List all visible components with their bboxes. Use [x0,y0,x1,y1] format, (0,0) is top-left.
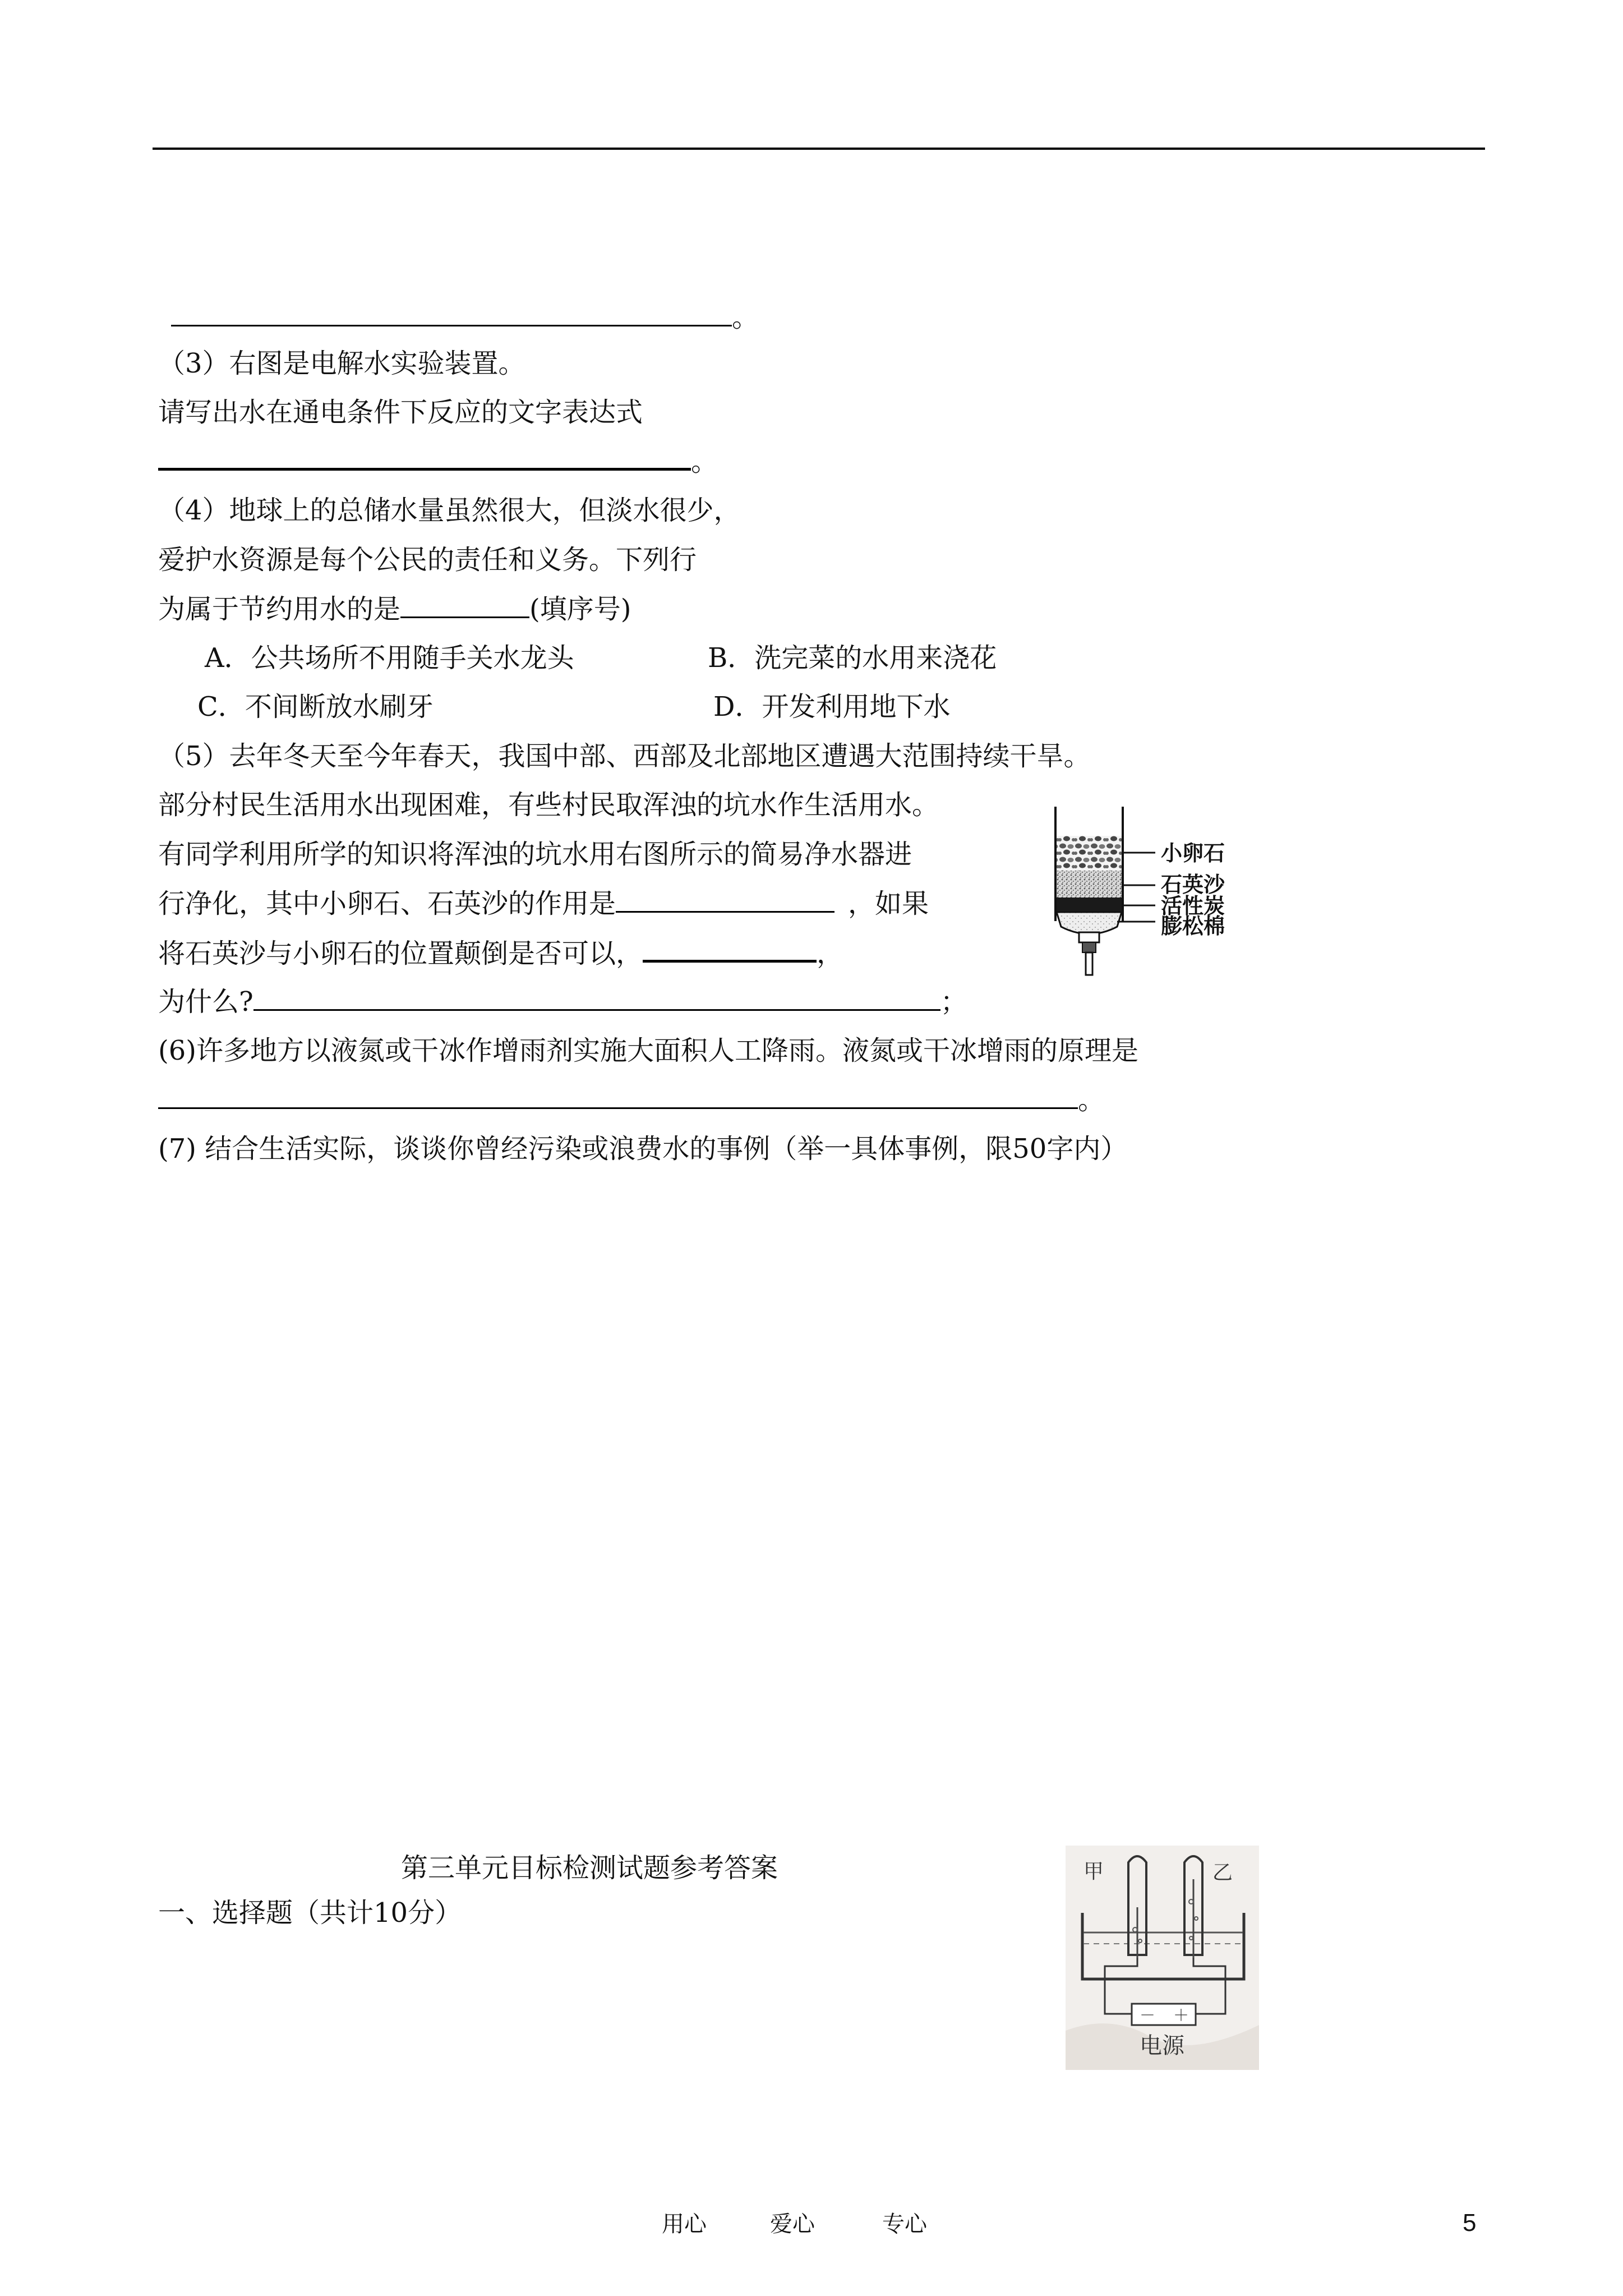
q5-line2: 部分村民生活用水出现困难，有些村民取浑浊的坑水作生活用水。 [158,789,939,821]
label-carbon: 活性炭 [1161,894,1225,918]
minus-sign: － [1140,2006,1156,2024]
label-power: 电源 [1140,2033,1184,2059]
plus-sign: ＋ [1173,2006,1189,2024]
footer-motto-2: 爱心 [770,2212,815,2237]
q4-line1: （4）地球上的总储水量虽然很大，但淡水很少， [158,495,741,526]
q5-line6: 为什么? ； [158,984,967,1019]
label-jia: 甲 [1083,1860,1104,1883]
q6-answer-line: 。 [158,1083,1105,1117]
answer-blank[interactable] [643,935,817,963]
answers-section1: 一、选择题（共计10分） [158,1897,462,1929]
sand-layer [1057,871,1122,898]
answer-blank[interactable] [158,443,691,471]
pebble-layer [1057,836,1122,871]
q4-line3: 为属于节约用水的是 (填序号) [158,592,631,626]
q3-title: （3）右图是电解水实验装置。 [158,348,525,379]
q3-answer-line: 。 [158,443,718,478]
answer-blank[interactable] [253,984,940,1011]
footer-motto-1: 用心 [662,2212,707,2237]
footer-motto-3: 专心 [882,2212,927,2237]
label-pebble: 小卵石 [1161,841,1225,866]
answers-title: 第三单元目标检测试题参考答案 [401,1852,778,1884]
q4-option-b: B．洗完菜的水用来浇花 [708,642,997,674]
page-number: 5 [1463,2209,1477,2237]
q2-answer-line: 。 [171,300,759,334]
q4-option-c: C．不间断放水刷牙 [197,691,434,723]
water-filter-diagram [1043,802,1279,993]
q5-line4: 行净化，其中小卵石、石英沙的作用是 ，如果 [158,886,929,921]
q7-line1: (7) 结合生活实际，谈谈你曾经污染或浪费水的事例（举一具体事例，限50字内） [158,1133,1128,1165]
answer-blank[interactable] [400,592,529,618]
q6-line1: (6)许多地方以液氮或干冰作增雨剂实施大面积人工降雨。液氮或干冰增雨的原理是 [158,1035,1138,1066]
label-sand: 石英沙 [1161,872,1225,897]
answer-blank[interactable] [171,300,732,326]
cotton-layer [1057,912,1122,934]
carbon-layer [1057,898,1122,912]
q4-option-a: A．公共场所不用随手关水龙头 [205,642,574,674]
label-cotton: 膨松棉 [1161,914,1225,938]
q5-line3: 有同学利用所学的知识将浑浊的坑水用右图所示的简易净水器进 [158,839,912,870]
electrolysis-apparatus-diagram [1066,1846,1259,2070]
q5-line5: 将石英沙与小卵石的位置颠倒是否可以， ， [158,935,843,970]
q5-line1: （5）去年冬天至今年春天，我国中部、西部及北部地区遭遇大范围持续干旱。 [158,740,1091,772]
q3-prompt: 请写出水在通电条件下反应的文字表达式 [158,397,643,428]
header-rule [153,148,1485,150]
q4-line2: 爱护水资源是每个公民的责任和义务。下列行 [158,544,697,576]
answer-blank[interactable] [158,1083,1078,1109]
answer-blank[interactable] [616,886,834,913]
q4-option-d: D．开发利用地下水 [713,691,951,723]
label-yi: 乙 [1212,1861,1233,1884]
